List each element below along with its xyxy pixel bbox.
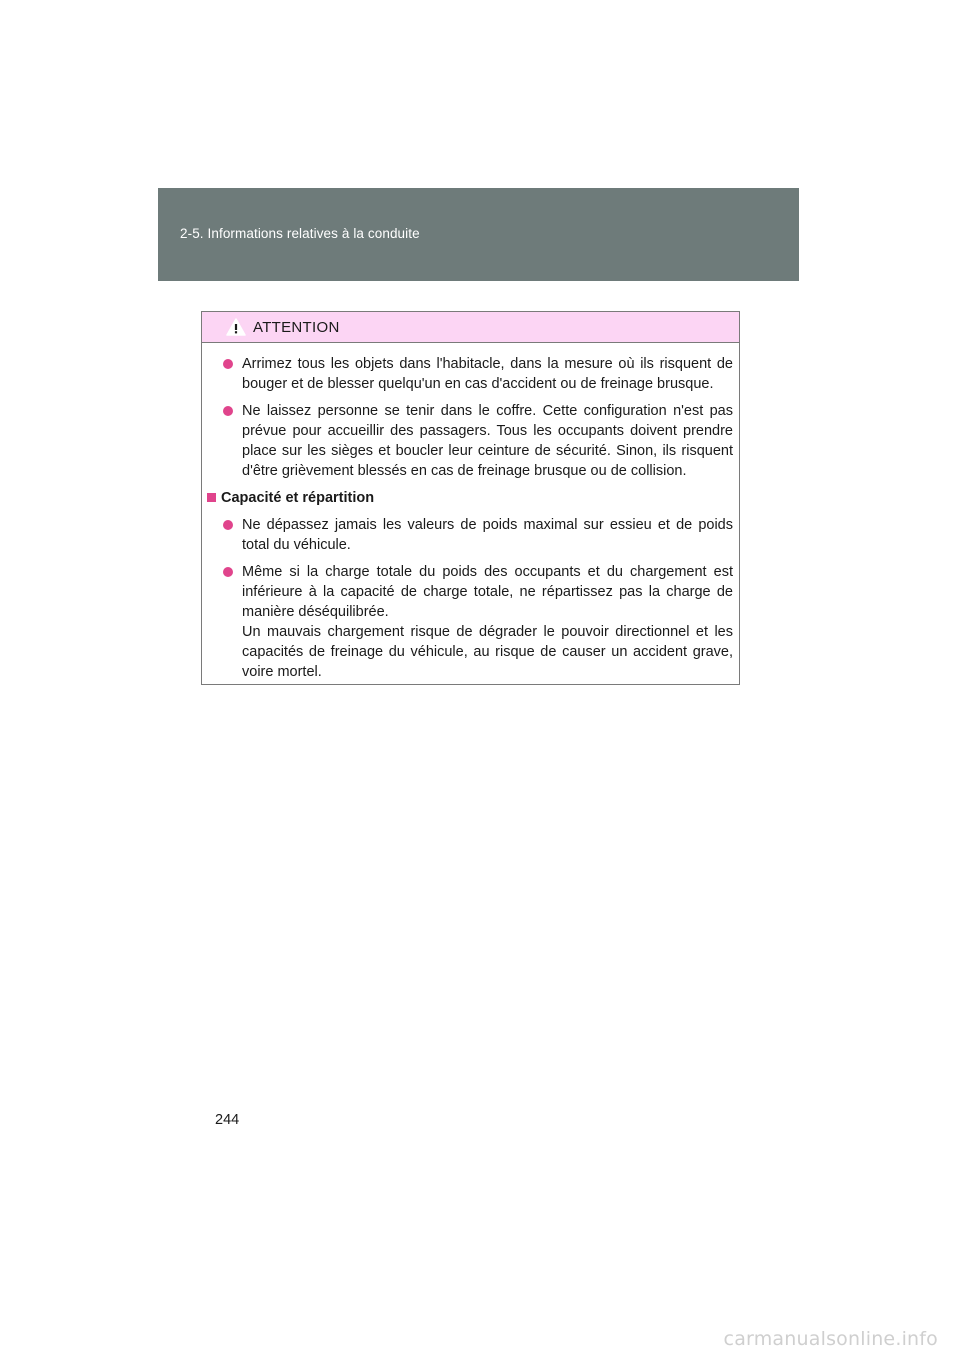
- bullet-icon: [223, 567, 233, 577]
- section-heading-text: Capacité et répartition: [221, 490, 375, 506]
- watermark: carmanualsonline.info: [723, 1328, 938, 1350]
- bullet-icon: [223, 359, 233, 369]
- square-bullet-icon: [207, 493, 216, 502]
- warning-item: [202, 562, 733, 682]
- warning-item-text: Ne laissez personne se tenir dans le coffre. Cette configuration n'est pas prévue pour accueillir des passagers. Tous les occupants doivent prendre place sur les sièges et boucler leur ceinture de sécurité. Sinon, ils risquent d'être grièvement blessés en cas de freinage brusque ou de collision.: [242, 403, 733, 479]
- warning-triangle-icon: [226, 318, 246, 336]
- warning-title: ATTENTION: [253, 319, 340, 336]
- warning-header: [202, 312, 739, 343]
- warning-item-text: Ne dépassez jamais les valeurs de poids maximal sur essieu et de poids total du véhicule.: [242, 517, 733, 553]
- warning-item-text: Arrimez tous les objets dans l'habitacle, dans la mesure où ils risquent de bouger et de blesser quelqu'un en cas d'accident ou de freinage brusque.: [242, 356, 733, 392]
- page-number: 244: [215, 1112, 240, 1128]
- section-header-bar: [158, 188, 799, 281]
- warning-item-text: Même si la charge totale du poids des occupants et du chargement est inférieure à la capacité de charge totale, ne répartissez pas la charge de manière déséquilibrée.: [242, 564, 733, 620]
- warning-item: [202, 401, 733, 481]
- bullet-icon: [223, 406, 233, 416]
- section-title: 2-5. Informations relatives à la conduite: [180, 226, 420, 241]
- warning-box: [201, 311, 740, 685]
- warning-item: [202, 515, 733, 555]
- warning-item-text: Un mauvais chargement risque de dégrader le pouvoir directionnel et les capacités de freinage du véhicule, au risque de causer un accident grave, voire mortel.: [242, 624, 733, 680]
- section-heading: [202, 488, 733, 508]
- bullet-icon: [223, 520, 233, 530]
- warning-item: [202, 354, 733, 394]
- warning-body: [202, 343, 739, 682]
